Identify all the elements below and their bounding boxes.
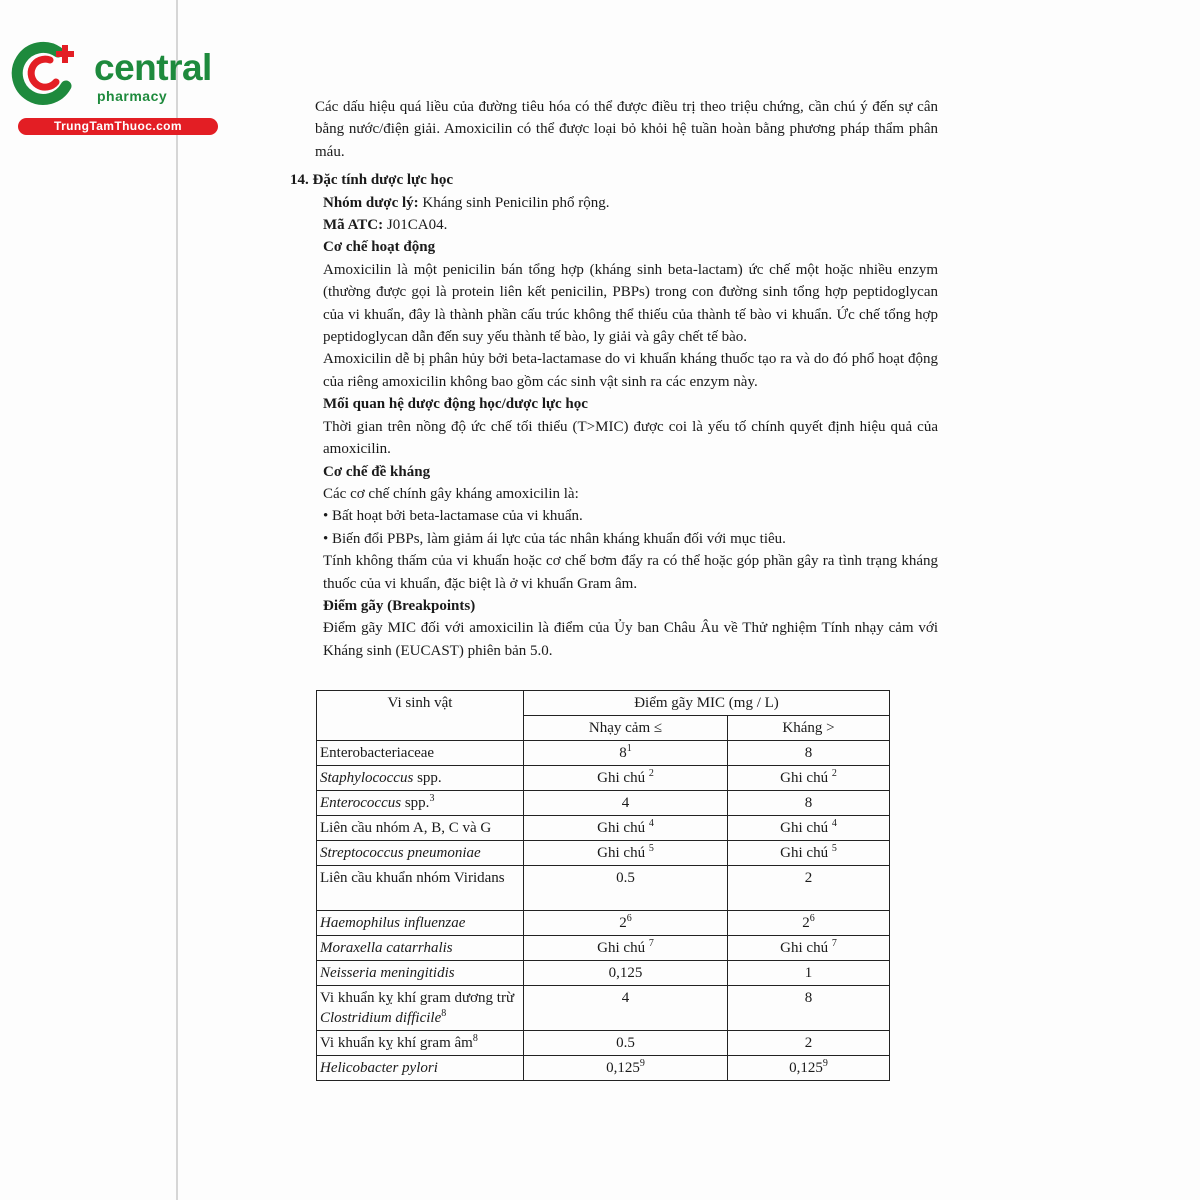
resistant-footnote: 2 — [831, 768, 837, 779]
resistant-footnote: 9 — [822, 1058, 828, 1069]
breakpoints-paragraph: Điểm gãy MIC đối với amoxicilin là điểm của Ủy ban Châu Âu về Thử nghiệm Tính nhạy cảm với Kháng sinh (EUCAST) phiên bản 5.0. — [323, 620, 938, 659]
resistant-footnote: 5 — [831, 843, 837, 854]
resistance-paragraph: Tính không thấm của vi khuẩn hoặc cơ chế bơm đẩy ra có thể hoặc góp phần gây ra tình trạng kháng thuốc của vi khuẩn, đặc biệt là ở vi khuẩn Gram âm. — [323, 553, 938, 592]
resistant-value: 2 — [802, 915, 810, 931]
susceptible-cell — [524, 791, 728, 816]
breakpoints-heading: Điểm gãy (Breakpoints) — [323, 597, 476, 614]
resistant-value: Ghi chú — [780, 845, 832, 861]
table-header-resistant: Kháng > — [728, 716, 890, 741]
susceptible-cell — [524, 841, 728, 866]
resistant-footnote: 6 — [809, 913, 815, 924]
organism-italic: Moraxella catarrhalis — [320, 940, 453, 956]
organism-suffix: spp. — [401, 795, 430, 811]
table-row — [317, 816, 890, 841]
susceptible-value: 4 — [621, 990, 630, 1006]
organism-italic: Helicobacter pylori — [320, 1060, 438, 1076]
table-row — [317, 791, 890, 816]
organism-cell — [317, 841, 524, 866]
resistant-footnote: 4 — [831, 818, 837, 829]
susceptible-cell — [524, 866, 728, 911]
table-row — [317, 1056, 890, 1081]
table-body — [317, 741, 890, 1081]
susceptible-footnote: 7 — [648, 938, 654, 949]
susceptible-footnote: 5 — [648, 843, 654, 854]
resistant-cell — [728, 841, 890, 866]
resistant-value: 2 — [804, 870, 813, 886]
section-title: 14. Đặc tính dược lực học — [290, 172, 453, 189]
susceptible-value: 4 — [621, 795, 630, 811]
organism-cell — [317, 1031, 524, 1056]
table-row — [317, 1031, 890, 1056]
organism-text: Liên cầu khuẩn nhóm Viridans — [320, 870, 505, 886]
resistant-footnote: 7 — [831, 938, 837, 949]
resistant-cell — [728, 816, 890, 841]
resistant-cell — [728, 986, 890, 1031]
resistant-cell — [728, 911, 890, 936]
logo-name: central — [94, 47, 212, 88]
table-row — [317, 841, 890, 866]
mic-breakpoint-table — [316, 690, 890, 1081]
organism-footnote: 8 — [472, 1033, 478, 1044]
resistant-value: 8 — [804, 795, 813, 811]
table-row — [317, 986, 890, 1031]
table-row — [317, 766, 890, 791]
susceptible-value: 0,125 — [608, 965, 643, 981]
pharmacologic-group — [323, 192, 938, 214]
susceptible-value: Ghi chú — [597, 845, 649, 861]
resistant-value: 8 — [804, 990, 813, 1006]
organism-cell — [317, 766, 524, 791]
organism-cell — [317, 816, 524, 841]
atc-label: Mã ATC: — [323, 217, 384, 234]
susceptible-footnote: 4 — [648, 818, 654, 829]
table-row — [317, 911, 890, 936]
group-value: Kháng sinh Penicilin phổ rộng. — [418, 194, 610, 211]
organism-cell — [317, 986, 524, 1031]
susceptible-value: Ghi chú — [597, 770, 649, 786]
table-row — [317, 741, 890, 766]
atc-code — [323, 214, 938, 236]
organism-text: Vi khuẩn kỵ khí gram âm — [320, 1035, 473, 1051]
table-row — [317, 961, 890, 986]
organism-cell — [317, 741, 524, 766]
susceptible-footnote: 1 — [626, 743, 632, 754]
resistant-cell — [728, 741, 890, 766]
organism-italic: Enterococcus — [320, 795, 402, 811]
resistant-cell — [728, 936, 890, 961]
susceptible-cell — [524, 766, 728, 791]
resistant-value: 1 — [804, 965, 813, 981]
resistant-cell — [728, 791, 890, 816]
resistant-value: Ghi chú — [780, 820, 832, 836]
table-row — [317, 936, 890, 961]
susceptible-cell — [524, 961, 728, 986]
resistant-value: Ghi chú — [780, 940, 832, 956]
organism-footnote: 8 — [441, 1008, 447, 1019]
resistance-heading: Cơ chế đề kháng — [323, 463, 431, 480]
susceptible-value: Ghi chú — [597, 820, 649, 836]
susceptible-footnote: 2 — [648, 768, 654, 779]
mechanism-heading: Cơ chế hoạt động — [323, 239, 436, 256]
pkpd-heading: Mối quan hệ dược động học/dược lực học — [323, 396, 588, 413]
susceptible-value: 0.5 — [616, 870, 635, 886]
group-label: Nhóm dược lý: — [323, 194, 419, 211]
table-header-mic: Điểm gãy MIC (mg / L) — [524, 691, 890, 716]
organism-cell — [317, 866, 524, 911]
resistant-cell — [728, 766, 890, 791]
table-header-susceptible: Nhạy cảm ≤ — [524, 716, 728, 741]
organism-suffix: spp. — [413, 770, 442, 786]
organism-text: Vi khuẩn kỵ khí gram dương trừ — [320, 990, 515, 1006]
organism-cell — [317, 791, 524, 816]
resistance-bullet-2: • Biến đổi PBPs, làm giảm ái lực của tác nhân kháng khuẩn đối với mục tiêu. — [323, 530, 786, 547]
susceptible-cell — [524, 986, 728, 1031]
intro-paragraph: Các dấu hiệu quá liều của đường tiêu hóa có thể được điều trị theo triệu chứng, cần chú ý đến sự cân bằng nước/điện giải. Amoxicilin có thể được loại bỏ khỏi hệ tuần hoàn bằng phương pháp thẩm phân máu. — [315, 99, 938, 160]
susceptible-value: 8 — [619, 745, 627, 761]
organism-text: Enterobacteriaceae — [320, 745, 435, 761]
central-pharmacy-logo[interactable] — [10, 38, 215, 138]
page-fold-line — [176, 0, 178, 1200]
table-row — [317, 866, 890, 911]
organism-italic: Clostridium difficile — [320, 1010, 442, 1026]
resistant-value: 2 — [804, 1035, 813, 1051]
resistant-value: 0,125 — [789, 1060, 823, 1076]
susceptible-value: 0.5 — [616, 1035, 635, 1051]
organism-cell — [317, 961, 524, 986]
table-header-organism: Vi sinh vật — [317, 691, 524, 741]
logo-c-plus-icon — [10, 38, 90, 108]
organism-italic: Haemophilus influenzae — [320, 915, 466, 931]
susceptible-cell — [524, 1031, 728, 1056]
organism-italic: Neisseria meningitidis — [320, 965, 455, 981]
logo-url[interactable]: TrungTamThuoc.com — [18, 118, 218, 135]
susceptible-cell — [524, 816, 728, 841]
resistant-cell — [728, 1031, 890, 1056]
susceptible-value: 0,125 — [606, 1060, 640, 1076]
susceptible-footnote: 9 — [639, 1058, 645, 1069]
section-content — [298, 192, 938, 663]
organism-cell — [317, 1056, 524, 1081]
susceptible-cell — [524, 936, 728, 961]
atc-value: J01CA04. — [383, 217, 448, 234]
susceptible-footnote: 6 — [626, 913, 632, 924]
susceptible-cell — [524, 1056, 728, 1081]
organism-cell — [317, 936, 524, 961]
organism-italic: Staphylococcus — [320, 770, 414, 786]
resistant-cell — [728, 1056, 890, 1081]
susceptible-cell — [524, 911, 728, 936]
organism-cell — [317, 911, 524, 936]
susceptible-value: 2 — [619, 915, 627, 931]
susceptible-cell — [524, 741, 728, 766]
organism-text: Liên cầu nhóm A, B, C và G — [320, 820, 492, 836]
logo-subtitle: pharmacy — [97, 88, 168, 104]
mechanism-paragraph-2: Amoxicilin dễ bị phân hủy bởi beta-lactamase do vi khuẩn kháng thuốc tạo ra và do đó phổ hoạt động của riêng amoxicilin không bao gồm các sinh vật sinh ra các enzym này. — [323, 351, 938, 390]
resistant-cell — [728, 961, 890, 986]
resistant-value: Ghi chú — [780, 770, 832, 786]
document-body — [290, 96, 938, 662]
resistant-cell — [728, 866, 890, 911]
pkpd-paragraph: Thời gian trên nồng độ ức chế tối thiểu (T>MIC) được coi là yếu tố chính quyết định hiệu quả của amoxicilin. — [323, 418, 938, 458]
resistant-value: 8 — [804, 745, 813, 761]
susceptible-value: Ghi chú — [597, 940, 649, 956]
organism-italic: Streptococcus pneumoniae — [320, 845, 481, 861]
organism-footnote: 3 — [429, 793, 435, 804]
resistance-intro: Các cơ chế chính gây kháng amoxicilin là: — [323, 485, 579, 502]
resistance-bullet-1: • Bất hoạt bởi beta-lactamase của vi khuẩn. — [323, 508, 583, 525]
mechanism-paragraph-1: Amoxicilin là một penicilin bán tổng hợp (kháng sinh beta-lactam) ức chế một hoặc nhiều enzym (thường được gọi là protein liên kết penicilin, PBPs) trong con đường sinh tổng hợp peptidoglycan của vi khuẩn, đây là thành phần cấu trúc không thể thiếu của thành tế bào vi khuẩn. Ức chế tổng hợp peptidoglycan dẫn đến suy yếu thành tế bào, ly giải và gây chết tế bào. — [323, 261, 938, 346]
